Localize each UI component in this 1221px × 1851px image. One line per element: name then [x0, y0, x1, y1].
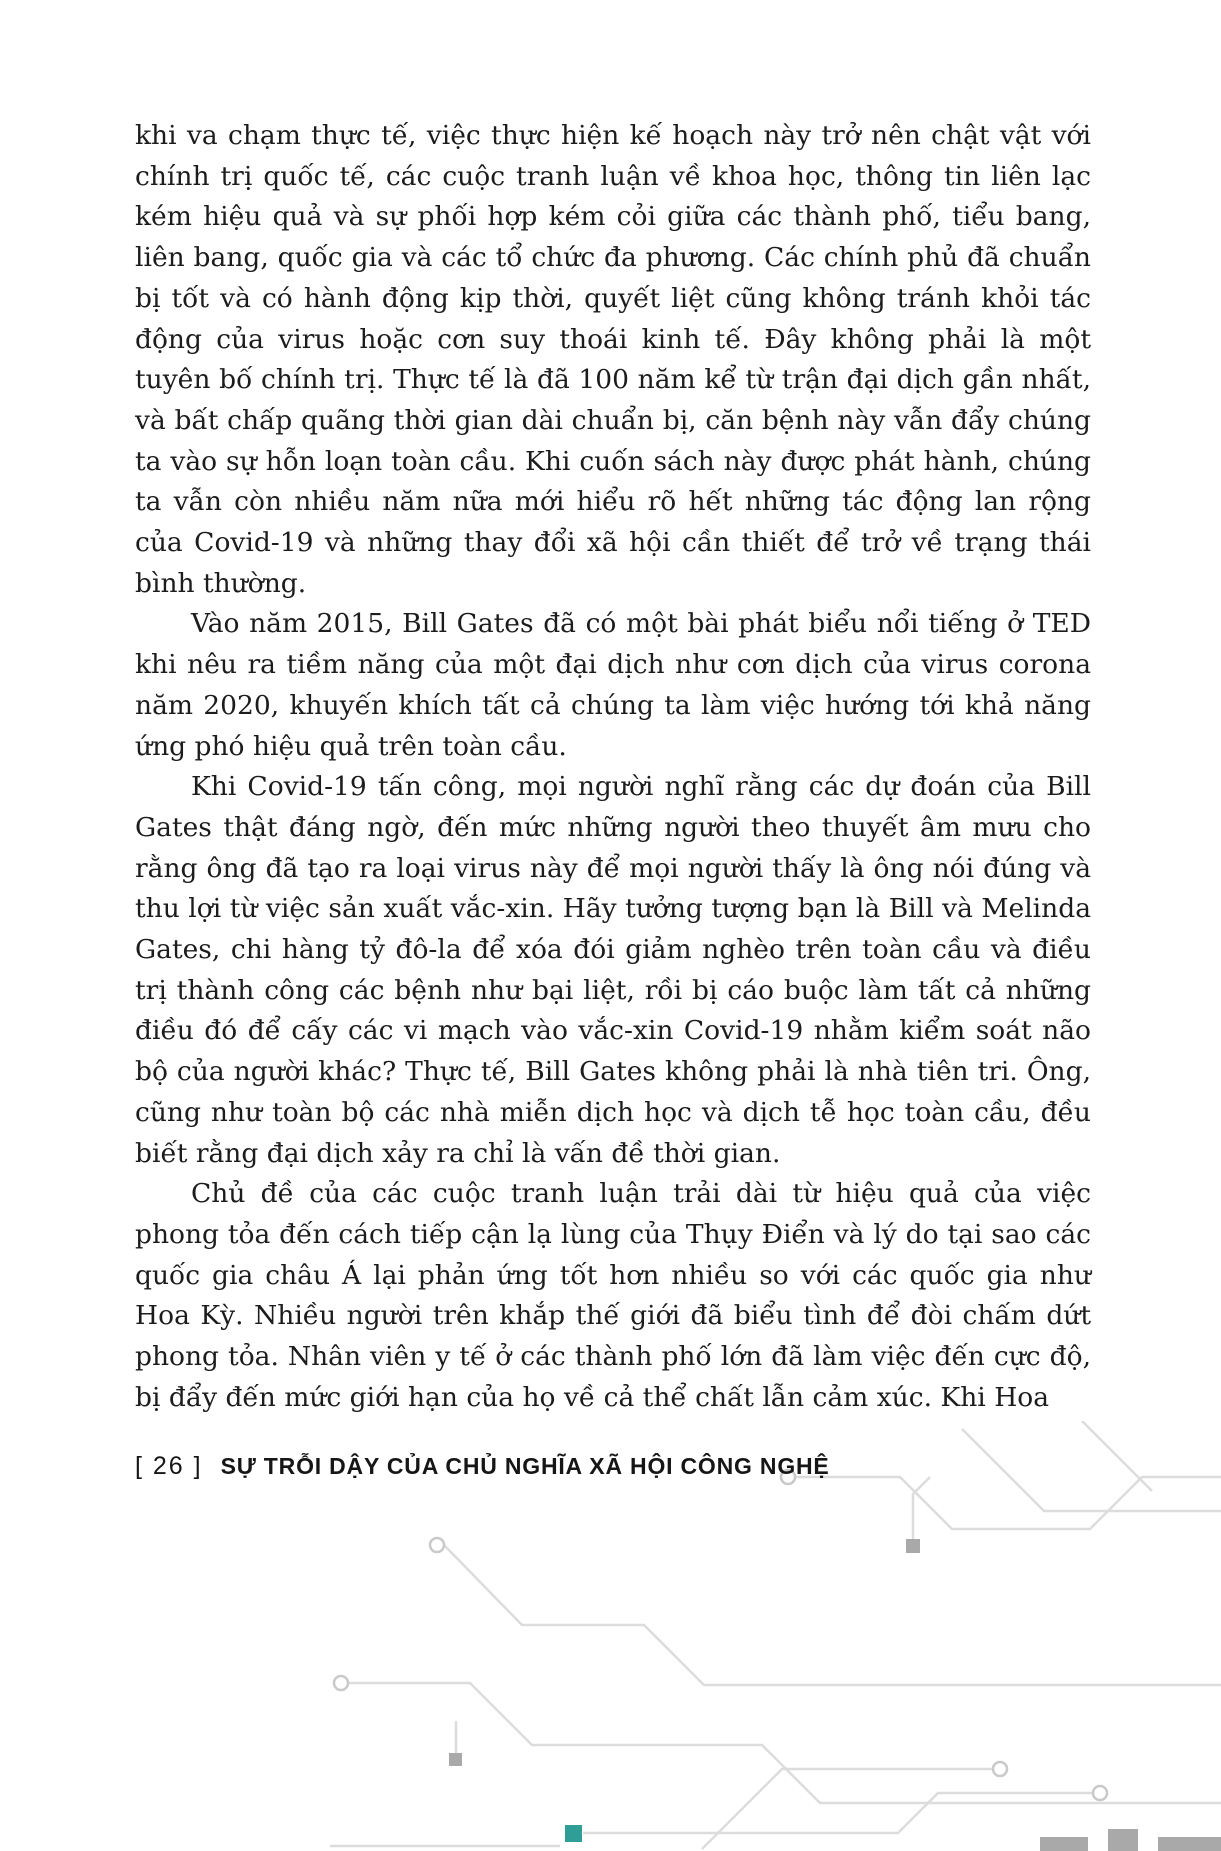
- paragraph: Vào năm 2015, Bill Gates đã có một bài phát biểu nổi tiếng ở TED khi nêu ra tiềm năng của một đại dịch như cơn dịch của virus corona năm 2020, khuyến khích tất cả chúng ta làm việc hướng tới khả năng ứng phó hiệu quả trên toàn cầu.: [135, 608, 1091, 762]
- circuit-nodes: [334, 1470, 1107, 1800]
- body-text: [135, 116, 1091, 1419]
- page-number: [ 26 ]: [135, 1452, 203, 1480]
- accent-square: [565, 1825, 582, 1842]
- circuit-pattern-decoration: [0, 1421, 1221, 1851]
- page-footer: [135, 1452, 830, 1481]
- paragraph: khi va chạm thực tế, việc thực hiện kế hoạch này trở nên chật vật với chính trị quốc tế, các cuộc tranh luận về khoa học, thông tin liên lạc kém hiệu quả và sự phối hợp kém cỏi giữa các thành phố, tiểu bang, liên bang, quốc gia và các tổ chức đa phương. Các chính phủ đã chuẩn bị tốt và có hành động kịp thời, quyết liệt cũng không tránh khỏi tác động của virus hoặc cơn suy thoái kinh tế. Đây không phải là một tuyên bố chính trị. Thực tế là đã 100 năm kể từ trận đại dịch gần nhất, và bất chấp quãng thời gian dài chuẩn bị, căn bệnh này vẫn đẩy chúng ta vào sự hỗn loạn toàn cầu. Khi cuốn sách này được phát hành, chúng ta vẫn còn nhiều năm nữa mới hiểu rõ hết những tác động lan rộng của Covid-19 và những thay đổi xã hội cần thiết để trở về trạng thái bình thường.: [135, 120, 1091, 599]
- paragraph: Chủ đề của các cuộc tranh luận trải dài từ hiệu quả của việc phong tỏa đến cách tiếp cận lạ lùng của Thụy Điển và lý do tại sao các quốc gia châu Á lại phản ứng tốt hơn nhiều so với các quốc gia như Hoa Kỳ. Nhiều người trên khắp thế giới đã biểu tình để đòi chấm dứt phong tỏa. Nhân viên y tế ở các thành phố lớn đã làm việc đến cực độ, bị đẩy đến mức giới hạn của họ về cả thể chất lẫn cảm xúc. Khi Hoa: [135, 1178, 1091, 1413]
- paragraph: Khi Covid-19 tấn công, mọi người nghĩ rằng các dự đoán của Bill Gates thật đáng ngờ, đến mức những người theo thuyết âm mưu cho rằng ông đã tạo ra loại virus này để mọi người thấy là ông nói đúng và thu lợi từ việc sản xuất vắc-xin. Hãy tưởng tượng bạn là Bill và Melinda Gates, chi hàng tỷ đô-la để xóa đói giảm nghèo trên toàn cầu và điều trị thành công các bệnh như bại liệt, rồi bị cáo buộc làm tất cả những điều đó để cấy các vi mạch vào vắc-xin Covid-19 nhằm kiểm soát não bộ của người khác? Thực tế, Bill Gates không phải là nhà tiên tri. Ông, cũng như toàn bộ các nhà miễn dịch học và dịch tễ học toàn cầu, đều biết rằng đại dịch xảy ra chỉ là vấn đề thời gian.: [135, 771, 1091, 1169]
- circuit-traces: [330, 1421, 1221, 1849]
- footer-book-title: SỰ TRỖI DẬY CỦA CHỦ NGHĨA XÃ HỘI CÔNG NGHỆ: [220, 1453, 830, 1479]
